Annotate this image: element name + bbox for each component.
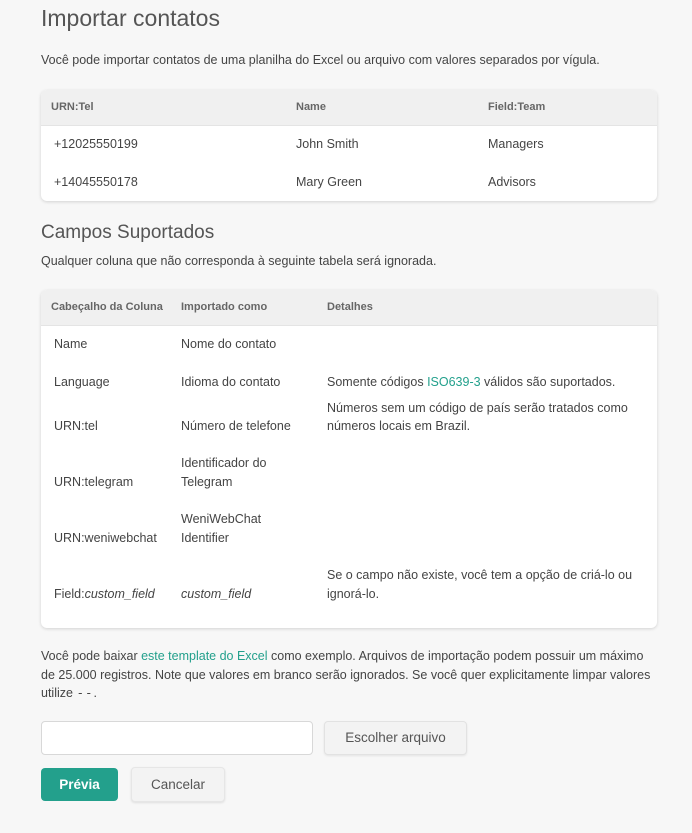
clear-value-code: -- bbox=[76, 685, 94, 700]
footer-text: Você pode baixar bbox=[41, 649, 142, 663]
cell: Mary Green bbox=[296, 175, 362, 189]
field-prefix: Field: bbox=[54, 587, 85, 601]
preview-button[interactable]: Prévia bbox=[41, 768, 118, 801]
cell-line: Identificador do bbox=[181, 456, 267, 470]
supported-table-header bbox=[41, 290, 657, 326]
cell: John Smith bbox=[296, 137, 359, 151]
col-header-details: Detalhes bbox=[327, 301, 373, 313]
excel-template-link[interactable]: este template do Excel bbox=[141, 649, 268, 663]
cell: URN:telegram bbox=[54, 475, 134, 489]
cell-line: Se o campo não existe, você tem a opção de criá-lo ou bbox=[327, 568, 633, 582]
table-row bbox=[41, 512, 657, 572]
footer-note bbox=[41, 647, 657, 703]
cell: +14045550178 bbox=[54, 175, 138, 189]
footer-text: . bbox=[93, 686, 97, 700]
col-header-name: Name bbox=[296, 101, 326, 113]
col-header-column: Cabeçalho da Coluna bbox=[51, 301, 163, 313]
cell bbox=[327, 375, 615, 389]
details-text: Somente códigos bbox=[327, 375, 428, 389]
cell-line: ignorá-lo. bbox=[327, 587, 380, 601]
cell: URN:tel bbox=[54, 419, 98, 433]
table-row bbox=[41, 326, 657, 364]
table-row bbox=[41, 164, 657, 201]
iso639-3-link[interactable]: ISO639-3 bbox=[427, 375, 481, 389]
footer-text: como exemplo. Arquivos de importação podem possuir um máximo de 25.000 registros. Note que valores em branco serão ignorados. Se você quer explicitamente limpar valores utilize bbox=[41, 649, 651, 700]
col-header-urn: URN:Tel bbox=[51, 101, 94, 113]
cell: Language bbox=[54, 375, 110, 389]
cell-line: números locais em Brazil. bbox=[327, 419, 471, 433]
example-table-header bbox=[41, 90, 657, 126]
table-row bbox=[41, 364, 657, 402]
file-path-input[interactable] bbox=[41, 721, 313, 755]
field-name: custom_field bbox=[84, 587, 155, 601]
details-text: válidos são suportados. bbox=[480, 375, 616, 389]
intro-text: Você pode importar contatos de uma planilha do Excel ou arquivo com valores separados por vígula. bbox=[41, 53, 600, 67]
col-header-team: Field:Team bbox=[488, 101, 546, 113]
table-row bbox=[41, 126, 657, 164]
col-header-imported: Importado como bbox=[181, 301, 268, 313]
cell: Número de telefone bbox=[181, 419, 291, 433]
cell: Name bbox=[54, 337, 88, 351]
table-row bbox=[41, 402, 657, 458]
cell: Idioma do contato bbox=[181, 375, 281, 389]
supported-fields-subtitle: Qualquer coluna que não corresponda à seguinte tabela será ignorada. bbox=[41, 254, 437, 268]
cell: Managers bbox=[488, 137, 544, 151]
cell: +12025550199 bbox=[54, 137, 138, 151]
supported-fields-title: Campos Suportados bbox=[41, 222, 215, 243]
cell: URN:weniwebchat bbox=[54, 531, 157, 545]
choose-file-button[interactable]: Escolher arquivo bbox=[324, 721, 467, 755]
table-row bbox=[41, 458, 657, 515]
cell: Nome do contato bbox=[181, 337, 277, 351]
cell: custom_field bbox=[181, 587, 252, 601]
cancel-button[interactable]: Cancelar bbox=[131, 767, 225, 802]
cell-line: WeniWebChat bbox=[181, 512, 262, 526]
table-row bbox=[41, 568, 657, 622]
cell bbox=[54, 587, 155, 601]
supported-fields-table bbox=[41, 290, 657, 628]
cell-line: Telegram bbox=[181, 475, 233, 489]
page-title: Importar contatos bbox=[41, 5, 220, 31]
cell-line: Números sem um código de país serão tratados como bbox=[327, 401, 628, 415]
example-table bbox=[41, 90, 657, 201]
cell: Advisors bbox=[488, 175, 536, 189]
cell-line: Identifier bbox=[181, 531, 229, 545]
